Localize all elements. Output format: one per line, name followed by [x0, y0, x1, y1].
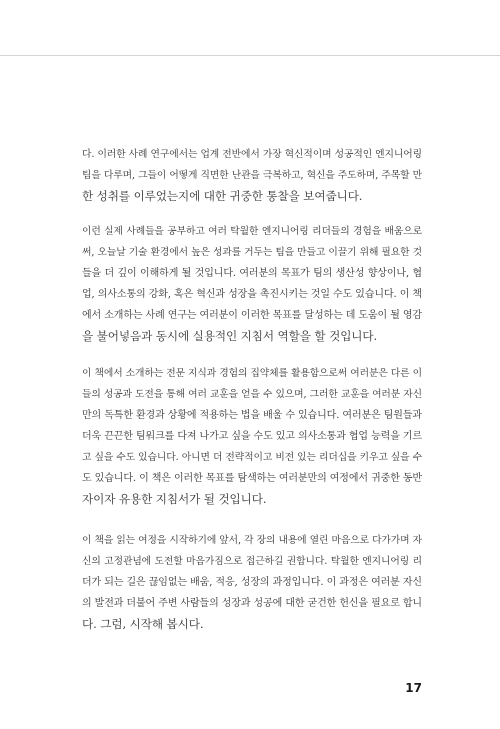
text-line: 다. 이러한 사례 연구에서는 업계 전반에서 가장 혁신적이며 성공적인 엔지니어링	[82, 149, 422, 160]
text-line: 더가 되는 길은 끊임없는 배움, 적응, 성장의 과정입니다. 이 과정은 여러분 자신	[82, 577, 422, 588]
text-line: 만의 독특한 환경과 상황에 적용하는 법을 배울 수 있습니다. 여러분은 팀원들과	[82, 410, 422, 421]
paragraph-3	[82, 363, 422, 510]
text-line: 도 있습니다. 이 책은 이러한 목표를 탐색하는 여러분만의 여정에서 귀중한 동반	[82, 473, 422, 484]
text-line: 이 책을 읽는 여정을 시작하기에 앞서, 각 장의 내용에 열린 마음으로 다가가며 자	[82, 535, 422, 546]
text-line: 업, 의사소통의 강화, 혹은 혁신과 성장을 촉진시키는 것일 수도 있습니다. 이 책	[82, 289, 422, 300]
text-line: 한 성취를 이루었는지에 대한 귀중한 통찰을 보여줍니다.	[82, 189, 363, 203]
paragraph-1	[82, 144, 422, 207]
text-line: 써, 오늘날 기술 환경에서 높은 성과를 거두는 팀을 만들고 이끌기 위해 필요한 것	[82, 247, 422, 258]
text-line: 자이자 유용한 지침서가 될 것입니다.	[82, 492, 267, 506]
text-line: 이런 실제 사례들을 공부하고 여러 탁월한 엔지니어링 리더들의 경험을 배움으로	[82, 226, 422, 237]
text-line: 신의 고정관념에 도전할 마음가짐으로 접근하길 권합니다. 탁월한 엔지니어링 리	[82, 556, 422, 567]
text-line: 들의 성공과 도전을 통해 여러 교훈을 얻을 수 있으며, 그러한 교훈을 여러분 자신	[82, 389, 422, 400]
header-rule	[0, 55, 500, 56]
text-line: 팀을 다루며, 그들이 어떻게 직면한 난관을 극복하고, 혁신을 주도하며, 주목할 만	[82, 170, 422, 181]
page-number: 17	[405, 681, 422, 695]
text-line: 을 불어넣음과 동시에 실용적인 지침서 역할을 할 것입니다.	[82, 329, 378, 343]
paragraph-2	[82, 221, 422, 347]
text-line: 들을 더 깊이 이해하게 될 것입니다. 여러분의 목표가 팀의 생산성 향상이나, 협	[82, 268, 422, 279]
paragraph-4	[82, 530, 422, 635]
text-line: 더욱 끈끈한 팀워크를 다져 나가고 싶을 수도 있고 의사소통과 협업 능력을 기르	[82, 431, 422, 442]
text-line: 고 싶을 수도 있습니다. 아니면 더 전략적이고 비전 있는 리더십을 키우고 싶을 수	[82, 452, 422, 463]
text-line: 에서 소개하는 사례 연구는 여러분이 이러한 목표를 달성하는 데 도움이 될 영감	[82, 310, 422, 321]
text-line: 이 책에서 소개하는 전문 지식과 경험의 집약체를 활용함으로써 여러분은 다른 이	[82, 368, 422, 379]
text-line: 다. 그럼, 시작해 봅시다.	[82, 617, 204, 631]
text-line: 의 발전과 더불어 주변 사람들의 성장과 성공에 대한 굳건한 헌신을 필요로 합니	[82, 598, 422, 609]
